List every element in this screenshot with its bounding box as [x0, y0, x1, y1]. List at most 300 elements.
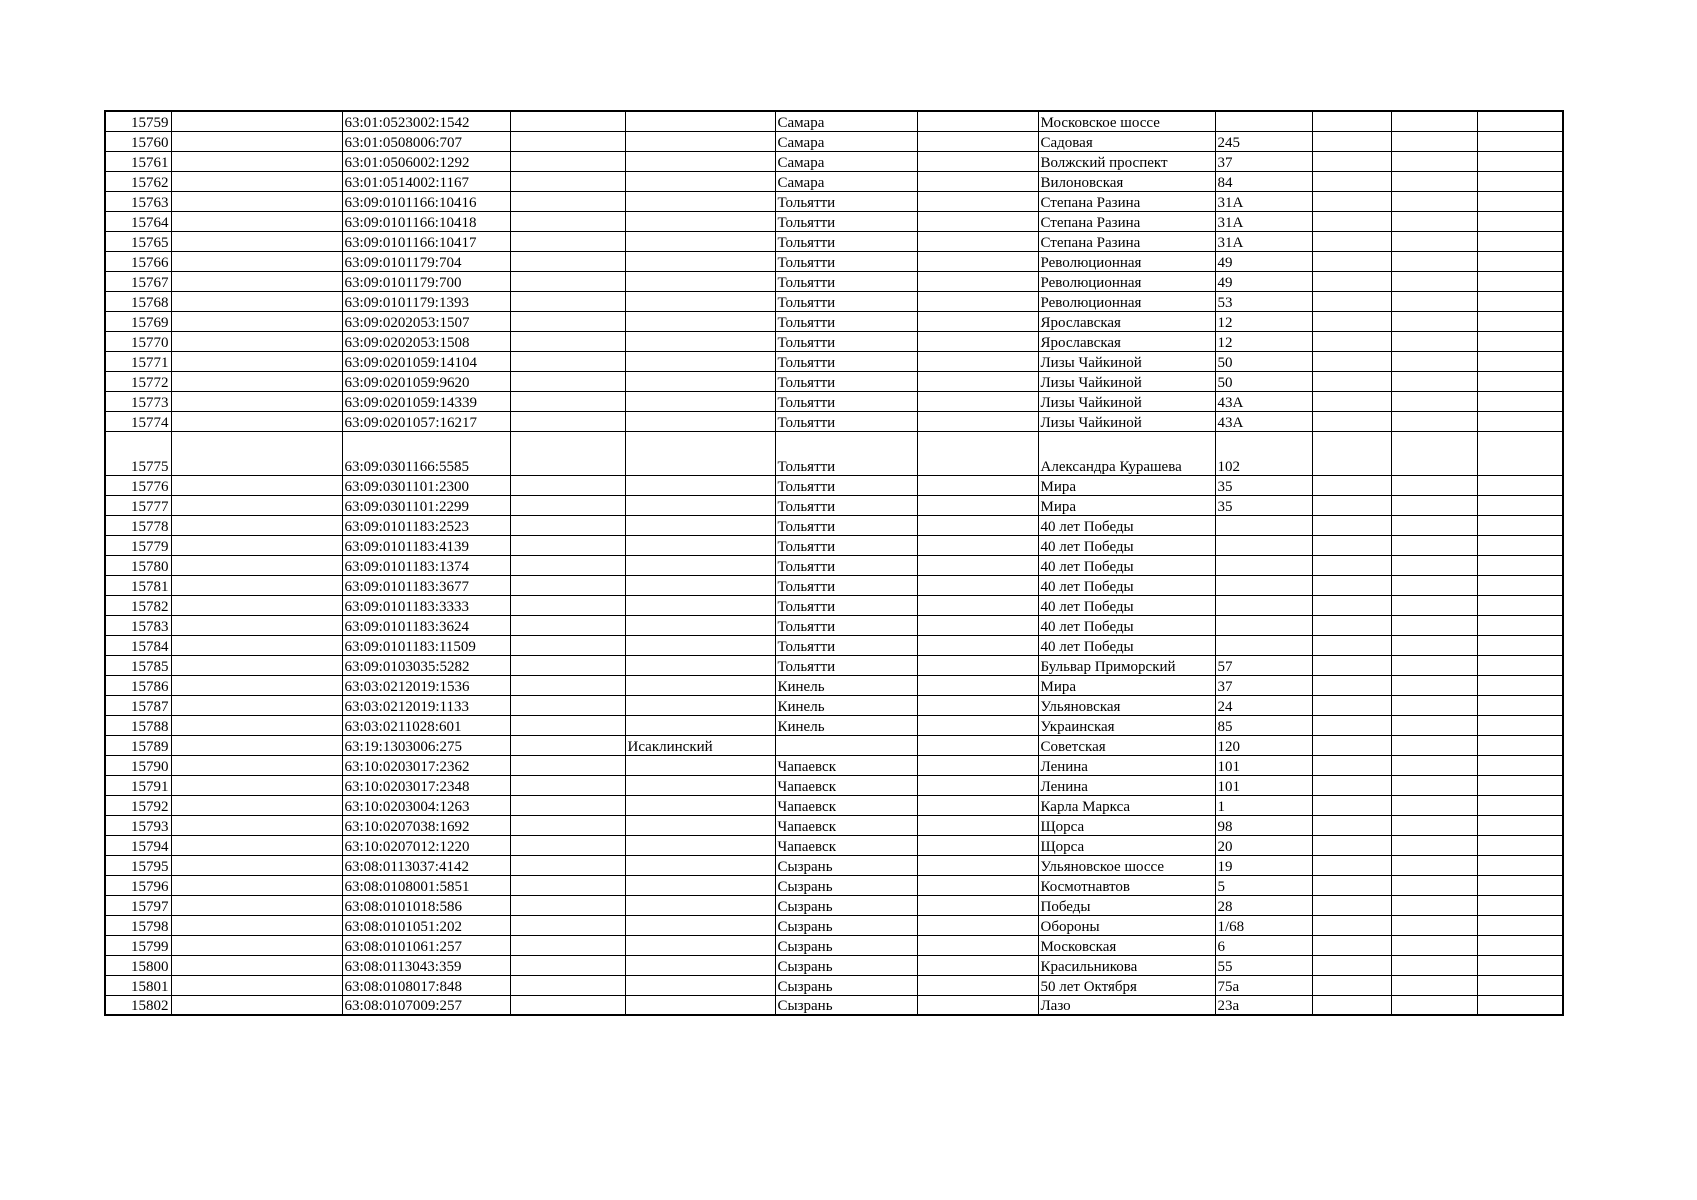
cadastral-number-cell: 63:09:0101183:3677 [342, 575, 510, 595]
empty-cell [1477, 695, 1563, 715]
house-number-cell: 35 [1215, 475, 1312, 495]
empty-cell [917, 411, 1038, 431]
empty-cell [171, 411, 342, 431]
row-id-cell: 15771 [105, 351, 171, 371]
empty-cell [510, 351, 625, 371]
empty-cell [917, 351, 1038, 371]
row-id-cell: 15783 [105, 615, 171, 635]
empty-cell [510, 695, 625, 715]
city-cell: Тольятти [775, 191, 917, 211]
empty-cell [917, 675, 1038, 695]
table-row [105, 211, 1563, 231]
house-number-cell: 101 [1215, 755, 1312, 775]
house-number-cell: 50 [1215, 351, 1312, 371]
cadastral-number-cell: 63:09:0101166:10417 [342, 231, 510, 251]
street-cell: 40 лет Победы [1038, 635, 1215, 655]
city-cell: Тольятти [775, 615, 917, 635]
empty-cell [1391, 331, 1477, 351]
city-cell: Тольятти [775, 331, 917, 351]
district-cell [625, 111, 775, 131]
row-id-cell: 15789 [105, 735, 171, 755]
row-id-cell: 15782 [105, 595, 171, 615]
empty-cell [171, 935, 342, 955]
empty-cell [1477, 211, 1563, 231]
table-row [105, 151, 1563, 171]
empty-cell [171, 735, 342, 755]
empty-cell [510, 795, 625, 815]
row-id-cell: 15768 [105, 291, 171, 311]
street-cell: Степана Разина [1038, 191, 1215, 211]
table-row [105, 311, 1563, 331]
city-cell: Сызрань [775, 975, 917, 995]
district-cell [625, 331, 775, 351]
empty-cell [1312, 815, 1391, 835]
house-number-cell [1215, 535, 1312, 555]
empty-cell [1391, 955, 1477, 975]
district-cell [625, 895, 775, 915]
district-cell [625, 955, 775, 975]
empty-cell [510, 311, 625, 331]
city-cell: Сызрань [775, 995, 917, 1015]
empty-cell [171, 191, 342, 211]
table-row [105, 635, 1563, 655]
empty-cell [1312, 251, 1391, 271]
street-cell: Мира [1038, 675, 1215, 695]
district-cell: Исаклинский [625, 735, 775, 755]
empty-cell [1312, 575, 1391, 595]
empty-cell [1312, 515, 1391, 535]
city-cell: Сызрань [775, 935, 917, 955]
district-cell [625, 475, 775, 495]
district-cell [625, 855, 775, 875]
cadastral-number-cell: 63:09:0101179:1393 [342, 291, 510, 311]
cadastral-number-cell: 63:09:0101183:4139 [342, 535, 510, 555]
table-row [105, 795, 1563, 815]
table-row [105, 895, 1563, 915]
empty-cell [1477, 191, 1563, 211]
empty-cell [510, 495, 625, 515]
table-row [105, 975, 1563, 995]
empty-cell [917, 795, 1038, 815]
empty-cell [1391, 131, 1477, 151]
empty-cell [510, 475, 625, 495]
cadastral-number-cell: 63:08:0101018:586 [342, 895, 510, 915]
empty-cell [1477, 875, 1563, 895]
house-number-cell: 19 [1215, 855, 1312, 875]
row-id-cell: 15798 [105, 915, 171, 935]
empty-cell [1477, 575, 1563, 595]
empty-cell [510, 411, 625, 431]
city-cell: Тольятти [775, 391, 917, 411]
empty-cell [171, 351, 342, 371]
empty-cell [171, 675, 342, 695]
house-number-cell: 43А [1215, 391, 1312, 411]
empty-cell [1312, 995, 1391, 1015]
empty-cell [1477, 371, 1563, 391]
city-cell: Тольятти [775, 595, 917, 615]
street-cell: Щорса [1038, 815, 1215, 835]
table-row [105, 995, 1563, 1015]
empty-cell [1477, 835, 1563, 855]
district-cell [625, 291, 775, 311]
cadastral-number-cell: 63:08:0113043:359 [342, 955, 510, 975]
cadastral-number-cell: 63:09:0101183:1374 [342, 555, 510, 575]
empty-cell [171, 715, 342, 735]
district-cell [625, 391, 775, 411]
row-id-cell: 15799 [105, 935, 171, 955]
empty-cell [510, 151, 625, 171]
row-id-cell: 15778 [105, 515, 171, 535]
empty-cell [917, 211, 1038, 231]
empty-cell [1477, 495, 1563, 515]
empty-cell [917, 311, 1038, 331]
empty-cell [510, 391, 625, 411]
street-cell: Обороны [1038, 915, 1215, 935]
cadastral-number-cell: 63:09:0201059:14104 [342, 351, 510, 371]
empty-cell [510, 915, 625, 935]
row-id-cell: 15765 [105, 231, 171, 251]
row-id-cell: 15786 [105, 675, 171, 695]
table-row [105, 575, 1563, 595]
empty-cell [1312, 191, 1391, 211]
empty-cell [1391, 715, 1477, 735]
empty-cell [917, 635, 1038, 655]
district-cell [625, 271, 775, 291]
house-number-cell: 120 [1215, 735, 1312, 755]
empty-cell [917, 271, 1038, 291]
empty-cell [1391, 775, 1477, 795]
empty-cell [917, 615, 1038, 635]
district-cell [625, 191, 775, 211]
empty-cell [1312, 211, 1391, 231]
empty-cell [1477, 231, 1563, 251]
city-cell: Кинель [775, 695, 917, 715]
district-cell [625, 411, 775, 431]
house-number-cell: 1 [1215, 795, 1312, 815]
house-number-cell [1215, 635, 1312, 655]
empty-cell [917, 955, 1038, 975]
empty-cell [510, 735, 625, 755]
empty-cell [1312, 675, 1391, 695]
row-id-cell: 15766 [105, 251, 171, 271]
empty-cell [171, 515, 342, 535]
cadastral-number-cell: 63:01:0506002:1292 [342, 151, 510, 171]
house-number-cell: 23а [1215, 995, 1312, 1015]
empty-cell [917, 515, 1038, 535]
empty-cell [1312, 875, 1391, 895]
empty-cell [1477, 595, 1563, 615]
house-number-cell: 101 [1215, 775, 1312, 795]
house-number-cell [1215, 111, 1312, 131]
district-cell [625, 555, 775, 575]
empty-cell [1477, 795, 1563, 815]
row-id-cell: 15773 [105, 391, 171, 411]
street-cell: Победы [1038, 895, 1215, 915]
street-cell: 40 лет Победы [1038, 535, 1215, 555]
city-cell: Сызрань [775, 875, 917, 895]
row-id-cell: 15775 [105, 431, 171, 475]
empty-cell [171, 171, 342, 191]
table-row [105, 935, 1563, 955]
empty-cell [510, 715, 625, 735]
street-cell: Красильникова [1038, 955, 1215, 975]
street-cell: Ярославская [1038, 311, 1215, 331]
street-cell: Степана Разина [1038, 231, 1215, 251]
row-id-cell: 15785 [105, 655, 171, 675]
empty-cell [510, 291, 625, 311]
district-cell [625, 311, 775, 331]
street-cell: Революционная [1038, 291, 1215, 311]
empty-cell [510, 231, 625, 251]
empty-cell [171, 875, 342, 895]
cadastral-number-cell: 63:10:0203004:1263 [342, 795, 510, 815]
city-cell: Тольятти [775, 351, 917, 371]
city-cell: Тольятти [775, 515, 917, 535]
empty-cell [1477, 311, 1563, 331]
empty-cell [510, 655, 625, 675]
empty-cell [1312, 171, 1391, 191]
cadastral-number-cell: 63:08:0107009:257 [342, 995, 510, 1015]
empty-cell [1477, 935, 1563, 955]
empty-cell [510, 111, 625, 131]
empty-cell [1391, 635, 1477, 655]
district-cell [625, 535, 775, 555]
empty-cell [1477, 291, 1563, 311]
table-row [105, 775, 1563, 795]
empty-cell [917, 855, 1038, 875]
empty-cell [1312, 391, 1391, 411]
empty-cell [1391, 535, 1477, 555]
cadastral-number-cell: 63:10:0207012:1220 [342, 835, 510, 855]
district-cell [625, 615, 775, 635]
table-row [105, 271, 1563, 291]
empty-cell [917, 555, 1038, 575]
table-row [105, 231, 1563, 251]
empty-cell [917, 151, 1038, 171]
table-row [105, 855, 1563, 875]
empty-cell [1391, 995, 1477, 1015]
row-id-cell: 15770 [105, 331, 171, 351]
empty-cell [1312, 595, 1391, 615]
district-cell [625, 351, 775, 371]
row-id-cell: 15772 [105, 371, 171, 391]
empty-cell [1312, 411, 1391, 431]
cadastral-number-cell: 63:09:0201059:9620 [342, 371, 510, 391]
empty-cell [1477, 171, 1563, 191]
house-number-cell: 245 [1215, 131, 1312, 151]
empty-cell [171, 775, 342, 795]
row-id-cell: 15781 [105, 575, 171, 595]
row-id-cell: 15761 [105, 151, 171, 171]
empty-cell [1312, 151, 1391, 171]
empty-cell [917, 975, 1038, 995]
table-row [105, 391, 1563, 411]
city-cell: Тольятти [775, 231, 917, 251]
empty-cell [171, 795, 342, 815]
empty-cell [1391, 695, 1477, 715]
empty-cell [1312, 735, 1391, 755]
house-number-cell: 24 [1215, 695, 1312, 715]
house-number-cell: 50 [1215, 371, 1312, 391]
row-id-cell: 15802 [105, 995, 171, 1015]
cadastral-number-cell: 63:09:0301101:2300 [342, 475, 510, 495]
district-cell [625, 695, 775, 715]
empty-cell [1312, 111, 1391, 131]
empty-cell [510, 955, 625, 975]
empty-cell [1391, 431, 1477, 475]
empty-cell [1312, 955, 1391, 975]
district-cell [625, 995, 775, 1015]
row-id-cell: 15763 [105, 191, 171, 211]
house-number-cell: 84 [1215, 171, 1312, 191]
empty-cell [171, 431, 342, 475]
empty-cell [1391, 895, 1477, 915]
street-cell: Щорса [1038, 835, 1215, 855]
city-cell: Тольятти [775, 495, 917, 515]
empty-cell [1477, 351, 1563, 371]
table-row [105, 675, 1563, 695]
table-row [105, 475, 1563, 495]
cadastral-number-cell: 63:01:0523002:1542 [342, 111, 510, 131]
cadastral-number-cell: 63:09:0201059:14339 [342, 391, 510, 411]
house-number-cell: 31А [1215, 191, 1312, 211]
city-cell: Тольятти [775, 371, 917, 391]
empty-cell [1477, 331, 1563, 351]
table-row [105, 955, 1563, 975]
cadastral-number-cell: 63:10:0203017:2362 [342, 755, 510, 775]
row-id-cell: 15784 [105, 635, 171, 655]
city-cell: Самара [775, 151, 917, 171]
street-cell: 40 лет Победы [1038, 595, 1215, 615]
empty-cell [1391, 411, 1477, 431]
city-cell: Тольятти [775, 411, 917, 431]
empty-cell [1391, 191, 1477, 211]
empty-cell [1391, 815, 1477, 835]
cadastral-number-cell: 63:19:1303006:275 [342, 735, 510, 755]
empty-cell [171, 635, 342, 655]
empty-cell [1391, 915, 1477, 935]
district-cell [625, 495, 775, 515]
table-row [105, 411, 1563, 431]
street-cell: Садовая [1038, 131, 1215, 151]
empty-cell [171, 231, 342, 251]
house-number-cell: 102 [1215, 431, 1312, 475]
empty-cell [171, 211, 342, 231]
house-number-cell: 31А [1215, 211, 1312, 231]
empty-cell [1391, 595, 1477, 615]
empty-cell [1477, 555, 1563, 575]
empty-cell [171, 391, 342, 411]
house-number-cell: 57 [1215, 655, 1312, 675]
empty-cell [1477, 151, 1563, 171]
cadastral-number-cell: 63:08:0108001:5851 [342, 875, 510, 895]
cadastral-number-cell: 63:09:0101166:10416 [342, 191, 510, 211]
house-number-cell: 12 [1215, 311, 1312, 331]
empty-cell [1391, 251, 1477, 271]
street-cell: Волжский проспект [1038, 151, 1215, 171]
empty-cell [510, 331, 625, 351]
empty-cell [1312, 915, 1391, 935]
row-id-cell: 15796 [105, 875, 171, 895]
row-id-cell: 15762 [105, 171, 171, 191]
empty-cell [1312, 795, 1391, 815]
district-cell [625, 131, 775, 151]
street-cell: Ленина [1038, 755, 1215, 775]
empty-cell [917, 655, 1038, 675]
empty-cell [510, 815, 625, 835]
empty-cell [1391, 391, 1477, 411]
empty-cell [1391, 171, 1477, 191]
cadastral-number-cell: 63:09:0301101:2299 [342, 495, 510, 515]
empty-cell [1312, 431, 1391, 475]
table-row [105, 495, 1563, 515]
cadastral-number-cell: 63:03:0212019:1536 [342, 675, 510, 695]
empty-cell [171, 595, 342, 615]
table-row [105, 371, 1563, 391]
street-cell: Ульяновское шоссе [1038, 855, 1215, 875]
empty-cell [917, 735, 1038, 755]
empty-cell [1312, 371, 1391, 391]
table-row [105, 351, 1563, 371]
empty-cell [171, 311, 342, 331]
table-row [105, 555, 1563, 575]
row-id-cell: 15787 [105, 695, 171, 715]
city-cell: Тольятти [775, 475, 917, 495]
empty-cell [917, 835, 1038, 855]
empty-cell [1477, 995, 1563, 1015]
empty-cell [917, 915, 1038, 935]
empty-cell [510, 635, 625, 655]
district-cell [625, 635, 775, 655]
city-cell: Сызрань [775, 895, 917, 915]
empty-cell [1312, 935, 1391, 955]
table-row [105, 131, 1563, 151]
house-number-cell: 37 [1215, 151, 1312, 171]
empty-cell [1391, 735, 1477, 755]
cadastral-number-cell: 63:10:0203017:2348 [342, 775, 510, 795]
empty-cell [171, 131, 342, 151]
empty-cell [1312, 535, 1391, 555]
empty-cell [510, 755, 625, 775]
empty-cell [1312, 615, 1391, 635]
house-number-cell [1215, 615, 1312, 635]
district-cell [625, 795, 775, 815]
city-cell: Тольятти [775, 555, 917, 575]
empty-cell [917, 755, 1038, 775]
house-number-cell [1215, 575, 1312, 595]
empty-cell [171, 835, 342, 855]
empty-cell [510, 555, 625, 575]
empty-cell [510, 835, 625, 855]
city-cell: Кинель [775, 715, 917, 735]
empty-cell [1312, 271, 1391, 291]
empty-cell [1312, 855, 1391, 875]
empty-cell [1312, 351, 1391, 371]
house-number-cell [1215, 595, 1312, 615]
house-number-cell: 85 [1215, 715, 1312, 735]
district-cell [625, 835, 775, 855]
empty-cell [171, 575, 342, 595]
street-cell: Московское шоссе [1038, 111, 1215, 131]
empty-cell [1391, 555, 1477, 575]
empty-cell [917, 291, 1038, 311]
district-cell [625, 431, 775, 475]
street-cell: Степана Разина [1038, 211, 1215, 231]
empty-cell [1477, 635, 1563, 655]
house-number-cell [1215, 515, 1312, 535]
row-id-cell: 15767 [105, 271, 171, 291]
empty-cell [171, 655, 342, 675]
